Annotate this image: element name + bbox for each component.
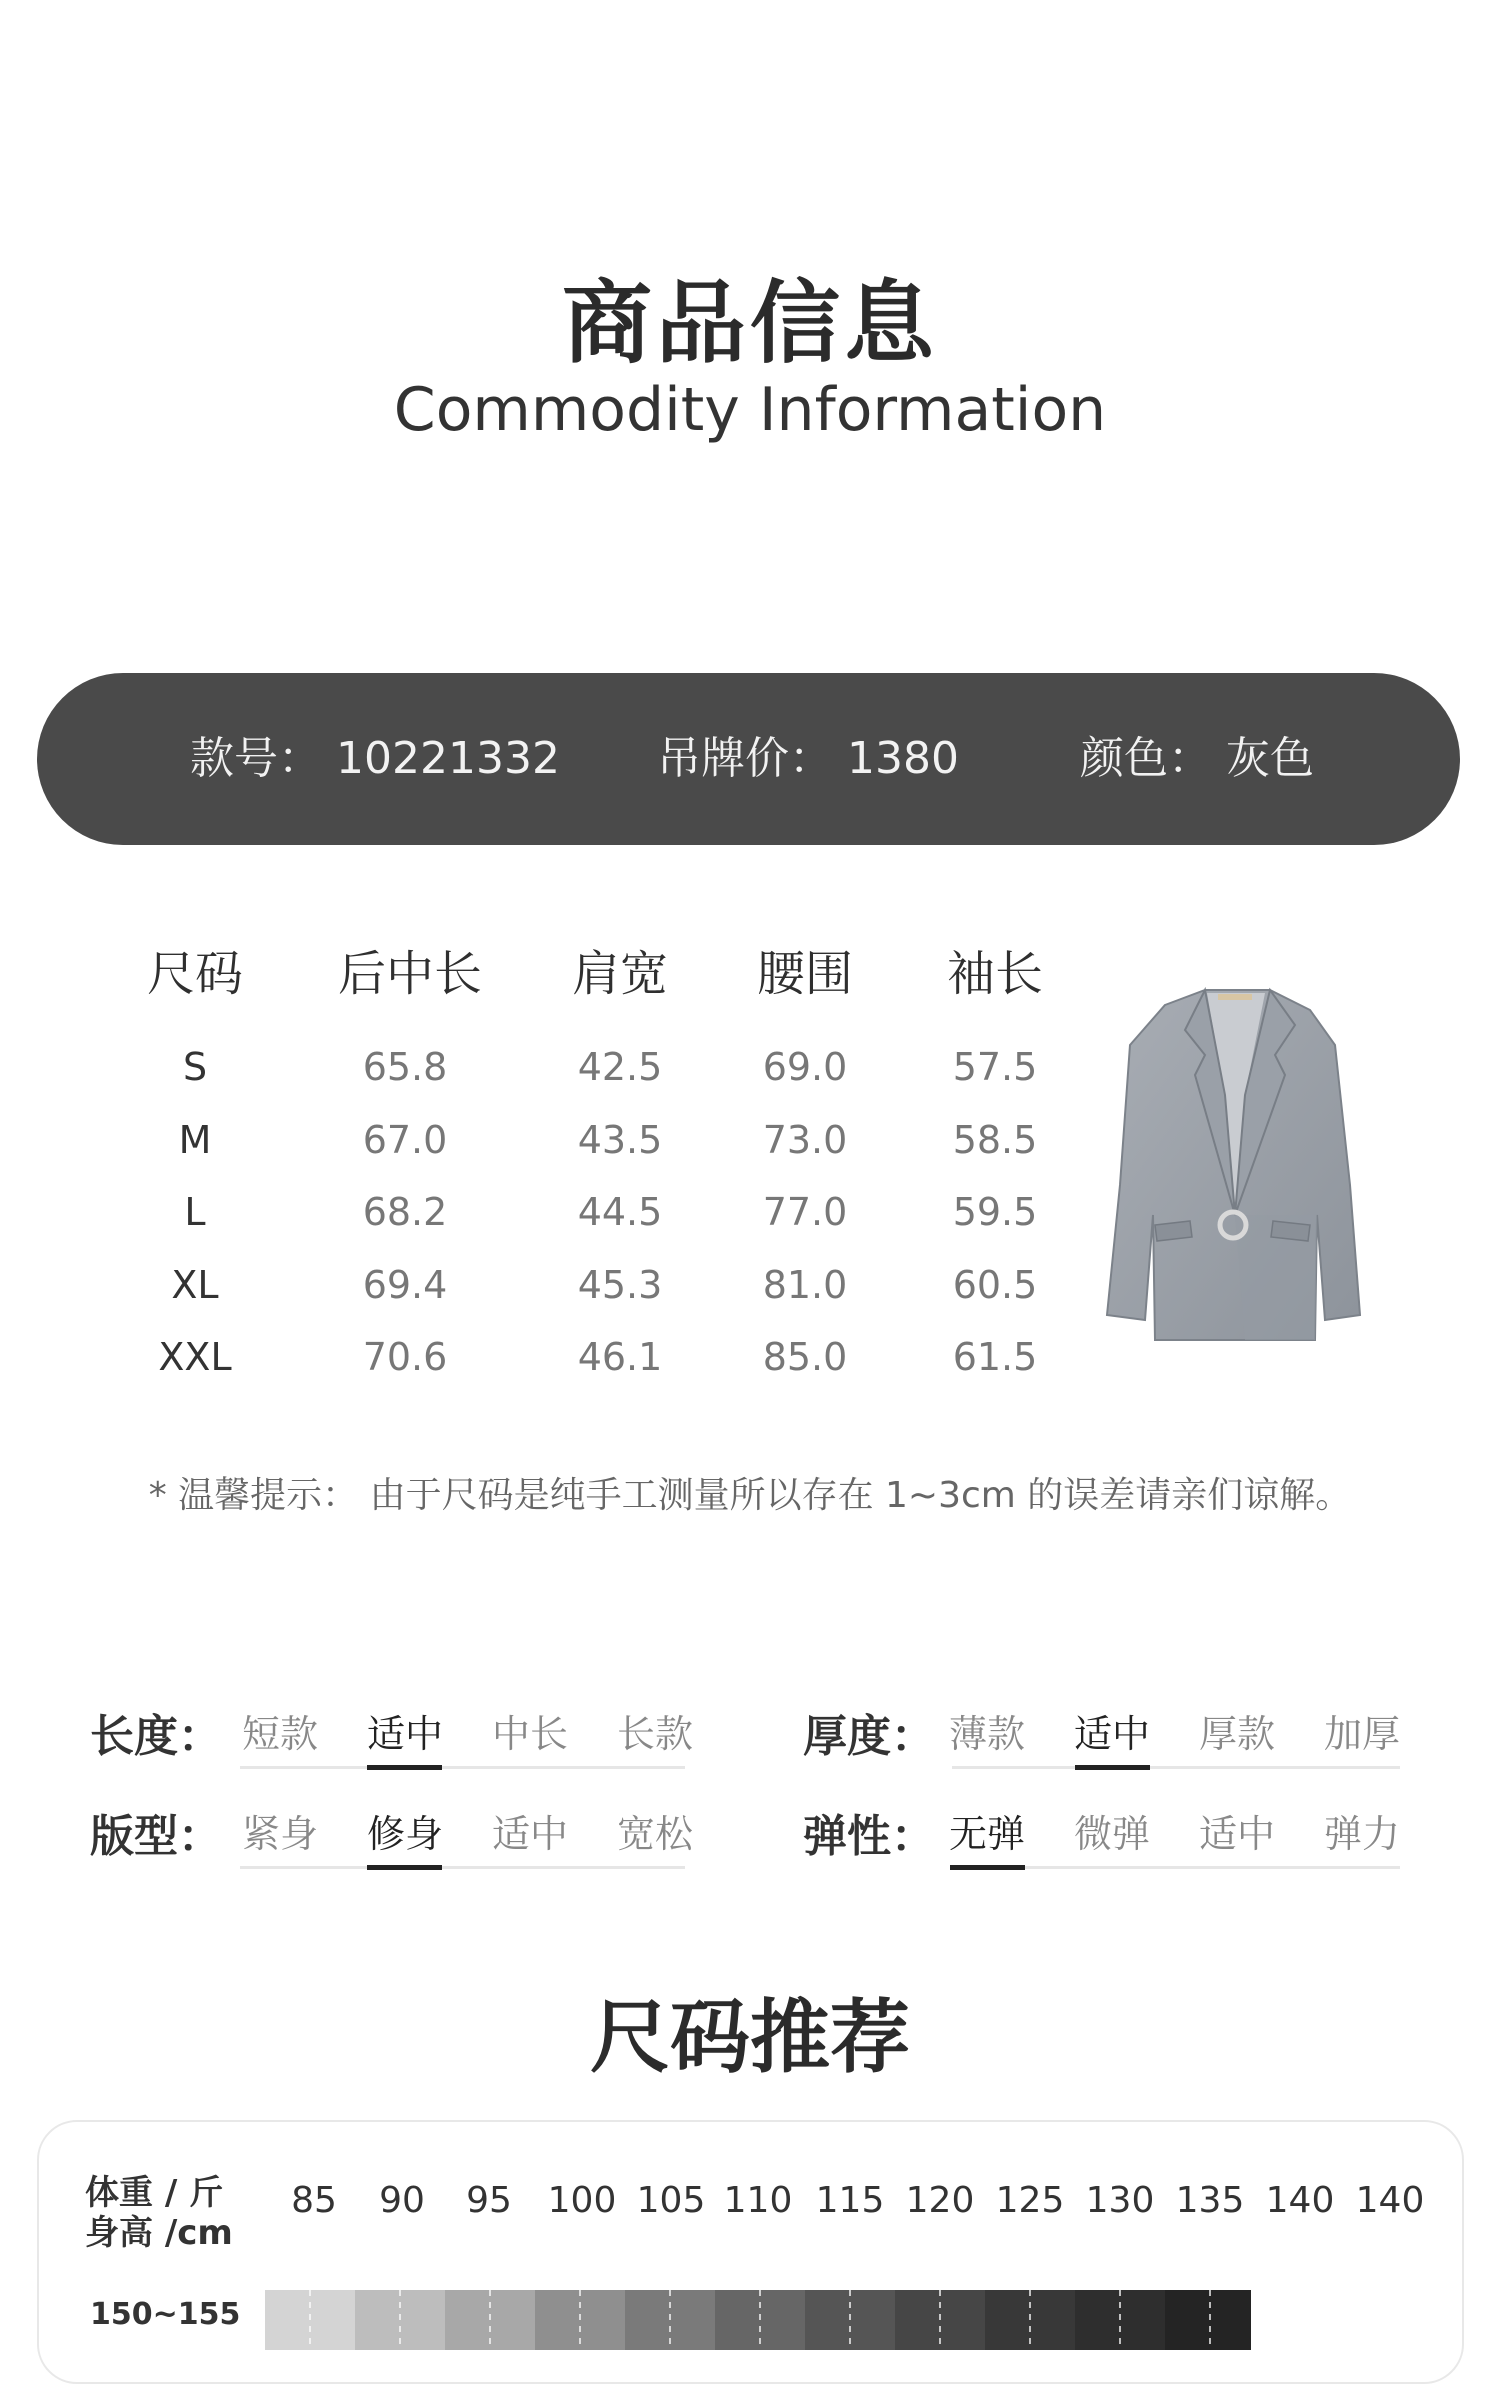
page-title: 商品信息: [562, 271, 938, 376]
size-header: 尺码: [146, 946, 243, 1002]
length-marker: [367, 1765, 442, 1770]
size-recommend-title: 尺码推荐: [590, 1991, 910, 2084]
fit-marker: [367, 1865, 442, 1870]
table-cell: 77.0: [762, 1190, 848, 1234]
height-axis-label: 身高 /cm: [85, 2213, 233, 2253]
thickness-option: 厚款: [1198, 1712, 1275, 1756]
length-track: [240, 1766, 685, 1769]
weight-value: 110: [723, 2180, 793, 2221]
weight-value: 90: [379, 2180, 425, 2221]
elasticity-marker: [950, 1865, 1025, 1870]
table-cell: 60.5: [952, 1263, 1038, 1307]
elasticity-option-selected: 无弹: [948, 1812, 1025, 1856]
weight-value: 125: [995, 2180, 1065, 2221]
thickness-label: 厚度：: [803, 1711, 935, 1762]
fit-label: 版型：: [90, 1811, 222, 1862]
elasticity-option: 弹力: [1323, 1812, 1400, 1856]
weight-value: 140: [1355, 2180, 1425, 2221]
table-cell: 81.0: [762, 1263, 848, 1307]
fit-track: [240, 1866, 685, 1869]
waist-header: 腰围: [756, 946, 853, 1002]
back-length-header: 后中长: [337, 946, 482, 1002]
weight-value: 115: [815, 2180, 885, 2221]
fit-option: 适中: [491, 1812, 568, 1856]
table-cell: 43.5: [577, 1118, 663, 1162]
length-label: 长度：: [90, 1711, 222, 1762]
length-option: 长款: [616, 1712, 693, 1756]
length-option-selected: 适中: [366, 1712, 443, 1756]
elasticity-label: 弹性：: [803, 1811, 935, 1862]
table-cell-size: S: [182, 1045, 208, 1089]
table-cell: 85.0: [762, 1335, 848, 1379]
elasticity-option: 适中: [1198, 1812, 1275, 1856]
page-subtitle: Commodity Information: [393, 375, 1107, 445]
table-cell-size: M: [178, 1118, 212, 1162]
weight-value: 100: [547, 2180, 617, 2221]
product-info-bar: [37, 673, 1460, 845]
table-cell: 58.5: [952, 1118, 1038, 1162]
sleeve-header: 袖长: [946, 946, 1043, 1002]
table-cell: 46.1: [577, 1335, 663, 1379]
weight-value: 135: [1175, 2180, 1245, 2221]
table-cell: 69.4: [362, 1263, 448, 1307]
table-cell: 45.3: [577, 1263, 663, 1307]
table-cell: 59.5: [952, 1190, 1038, 1234]
weight-value: 85: [291, 2180, 337, 2221]
table-cell: 73.0: [762, 1118, 848, 1162]
product-color: 颜色： 灰色: [1080, 733, 1314, 784]
blazer-image: [1095, 985, 1375, 1355]
weight-value: 120: [905, 2180, 975, 2221]
weight-value: 95: [466, 2180, 512, 2221]
elasticity-option: 微弹: [1073, 1812, 1150, 1856]
weight-value: 130: [1085, 2180, 1155, 2221]
thickness-track: [952, 1766, 1400, 1769]
table-cell: 42.5: [577, 1045, 663, 1089]
shoulder-header: 肩宽: [571, 946, 668, 1002]
height-row-label: 150~155: [90, 2297, 241, 2332]
weight-value: 105: [636, 2180, 706, 2221]
thickness-marker: [1075, 1765, 1150, 1770]
fit-option: 宽松: [616, 1812, 693, 1856]
length-option: 短款: [241, 1712, 318, 1756]
thickness-option-selected: 适中: [1073, 1712, 1150, 1756]
table-cell-size: L: [184, 1190, 206, 1234]
table-cell: 61.5: [952, 1335, 1038, 1379]
table-cell: 67.0: [362, 1118, 448, 1162]
weight-value: 140: [1265, 2180, 1335, 2221]
measurement-tip: * 温馨提示： 由于尺码是纯手工测量所以存在 1~3cm 的误差请亲们谅解。: [148, 1475, 1352, 1516]
table-cell-size: XXL: [158, 1335, 232, 1379]
table-cell: 70.6: [362, 1335, 448, 1379]
fit-option: 紧身: [241, 1812, 318, 1856]
fit-option-selected: 修身: [366, 1812, 443, 1856]
table-cell: 69.0: [762, 1045, 848, 1089]
weight-axis-label: 体重 / 斤: [85, 2173, 224, 2213]
table-cell: 68.2: [362, 1190, 448, 1234]
table-cell: 65.8: [362, 1045, 448, 1089]
style-number: 款号： 10221332: [190, 733, 560, 784]
thickness-option: 加厚: [1323, 1712, 1400, 1756]
thickness-option: 薄款: [948, 1712, 1025, 1756]
table-cell: 57.5: [952, 1045, 1038, 1089]
length-option: 中长: [491, 1712, 568, 1756]
table-cell: 44.5: [577, 1190, 663, 1234]
size-gradient-bar: [265, 2290, 1251, 2350]
table-cell-size: XL: [171, 1263, 219, 1307]
tag-price: 吊牌价： 1380: [657, 733, 959, 784]
